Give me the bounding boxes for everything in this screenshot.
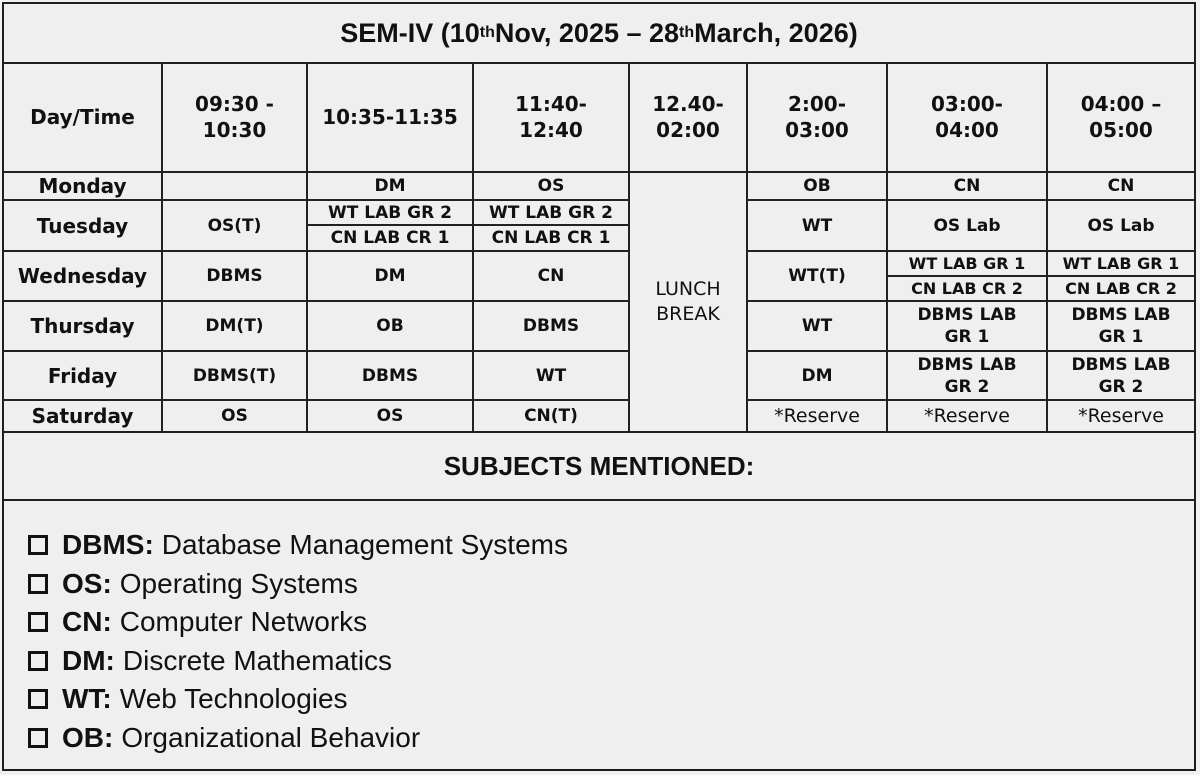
friday-slot-7: DBMS LAB GR 2 bbox=[1071, 354, 1171, 397]
header-slot-3: 11:40- 12:40 bbox=[515, 91, 587, 142]
thursday-slot-7: DBMS LAB GR 1 bbox=[1071, 305, 1171, 347]
subject-item-cn bbox=[28, 603, 568, 642]
checkbox-icon bbox=[28, 689, 48, 709]
wednesday-slot-2: DM bbox=[374, 266, 406, 286]
subject-name: Discrete Mathematics bbox=[122, 644, 393, 676]
saturday-slot-2: OS bbox=[376, 406, 404, 426]
thursday-slot-6: DBMS LAB GR 1 bbox=[917, 305, 1017, 347]
friday-slot-2: DBMS bbox=[361, 365, 419, 386]
wednesday-slot-7-lab-a: WT LAB GR 1 bbox=[1062, 253, 1180, 273]
subject-name: Web Technologies bbox=[119, 683, 348, 715]
subject-abbr: OS: bbox=[62, 567, 112, 599]
title-part-3: March, 2026) bbox=[694, 17, 858, 48]
thursday-slot-3: DBMS bbox=[522, 316, 580, 336]
subject-name: Computer Networks bbox=[119, 606, 368, 638]
tuesday-slot-2-lab-a: WT LAB GR 2 bbox=[328, 202, 452, 223]
wednesday-slot-1: DBMS bbox=[206, 266, 263, 286]
subject-name: Database Management Systems bbox=[161, 529, 568, 561]
title-sup-2: th bbox=[679, 24, 695, 41]
subject-abbr: WT: bbox=[62, 683, 112, 715]
checkbox-icon bbox=[28, 535, 48, 555]
tuesday-slot-5: WT bbox=[801, 215, 833, 236]
subject-item-wt bbox=[28, 680, 568, 719]
tuesday-slot-1: OS(T) bbox=[207, 215, 262, 236]
day-friday: Friday bbox=[47, 363, 118, 388]
title-part-1: SEM-IV (10 bbox=[340, 17, 480, 48]
checkbox-icon bbox=[28, 728, 48, 748]
day-saturday: Saturday bbox=[31, 404, 134, 428]
friday-slot-1: DBMS(T) bbox=[192, 365, 277, 386]
wednesday-slot-3: CN bbox=[537, 266, 565, 286]
saturday-slot-5: *Reserve bbox=[774, 405, 860, 427]
friday-slot-5: DM bbox=[801, 365, 833, 386]
lunch-break-cell: LUNCH BREAK bbox=[655, 278, 721, 325]
saturday-slot-1: OS bbox=[221, 406, 248, 426]
checkbox-icon bbox=[28, 651, 48, 671]
tuesday-slot-2-lab-b: CN LAB CR 1 bbox=[330, 228, 450, 248]
monday-slot-2: DM bbox=[374, 176, 406, 196]
tuesday-slot-7: OS Lab bbox=[1087, 215, 1155, 236]
saturday-slot-3: CN(T) bbox=[524, 406, 578, 426]
title-sup-1: th bbox=[479, 24, 495, 41]
saturday-slot-7: *Reserve bbox=[1078, 405, 1164, 427]
header-slot-6: 03:00- 04:00 bbox=[931, 91, 1003, 142]
thursday-slot-5: WT bbox=[801, 316, 833, 336]
page-title bbox=[4, 4, 1194, 64]
subject-name: Organizational Behavior bbox=[121, 721, 421, 753]
title-part-2: Nov, 2025 – 28 bbox=[494, 17, 680, 48]
saturday-slot-6: *Reserve bbox=[924, 405, 1010, 427]
header-slot-2: 10:35-11:35 bbox=[322, 104, 458, 129]
subject-item-dbms bbox=[28, 526, 568, 565]
wednesday-slot-5: WT(T) bbox=[788, 266, 846, 286]
tuesday-slot-3-lab-a: WT LAB GR 2 bbox=[489, 202, 613, 223]
monday-slot-6: CN bbox=[953, 176, 981, 196]
subjects-heading: SUBJECTS MENTIONED: bbox=[4, 431, 1194, 501]
timetable-document bbox=[2, 2, 1196, 771]
friday-slot-3: WT bbox=[535, 365, 567, 386]
day-monday: Monday bbox=[38, 174, 127, 198]
tuesday-slot-6: OS Lab bbox=[933, 215, 1001, 236]
monday-slot-5: OB bbox=[803, 176, 831, 196]
subjects-list bbox=[28, 526, 568, 757]
wednesday-slot-6-lab-a: WT LAB GR 1 bbox=[908, 253, 1026, 273]
header-slot-7: 04:00 – 05:00 bbox=[1080, 91, 1162, 142]
header-slot-5: 2:00- 03:00 bbox=[785, 91, 849, 142]
day-wednesday: Wednesday bbox=[17, 264, 148, 288]
header-slot-1: 09:30 - 10:30 bbox=[195, 91, 274, 142]
wednesday-slot-7-lab-b: CN LAB CR 2 bbox=[1065, 278, 1177, 298]
subject-abbr: DM: bbox=[62, 644, 115, 676]
friday-slot-6: DBMS LAB GR 2 bbox=[917, 354, 1017, 397]
checkbox-icon bbox=[28, 612, 48, 632]
day-thursday: Thursday bbox=[30, 314, 135, 338]
subject-abbr: DBMS: bbox=[62, 529, 154, 561]
monday-slot-1 bbox=[163, 173, 306, 199]
tuesday-slot-3-lab-b: CN LAB CR 1 bbox=[491, 228, 611, 248]
header-day-time: Day/Time bbox=[30, 104, 135, 129]
checkbox-icon bbox=[28, 574, 48, 594]
header-lunch-time: 12.40- 02:00 bbox=[652, 91, 724, 142]
subject-item-dm bbox=[28, 642, 568, 681]
day-tuesday: Tuesday bbox=[36, 213, 129, 238]
subject-name: Operating Systems bbox=[119, 567, 358, 599]
subject-abbr: CN: bbox=[62, 606, 112, 638]
thursday-slot-2: OB bbox=[376, 316, 404, 336]
monday-slot-3: OS bbox=[537, 176, 565, 196]
wednesday-slot-6-lab-b: CN LAB CR 2 bbox=[911, 278, 1023, 298]
monday-slot-7: CN bbox=[1107, 176, 1135, 196]
thursday-slot-1: DM(T) bbox=[205, 316, 264, 336]
subject-item-os bbox=[28, 565, 568, 604]
subject-item-ob bbox=[28, 719, 568, 758]
subject-abbr: OB: bbox=[62, 721, 114, 753]
